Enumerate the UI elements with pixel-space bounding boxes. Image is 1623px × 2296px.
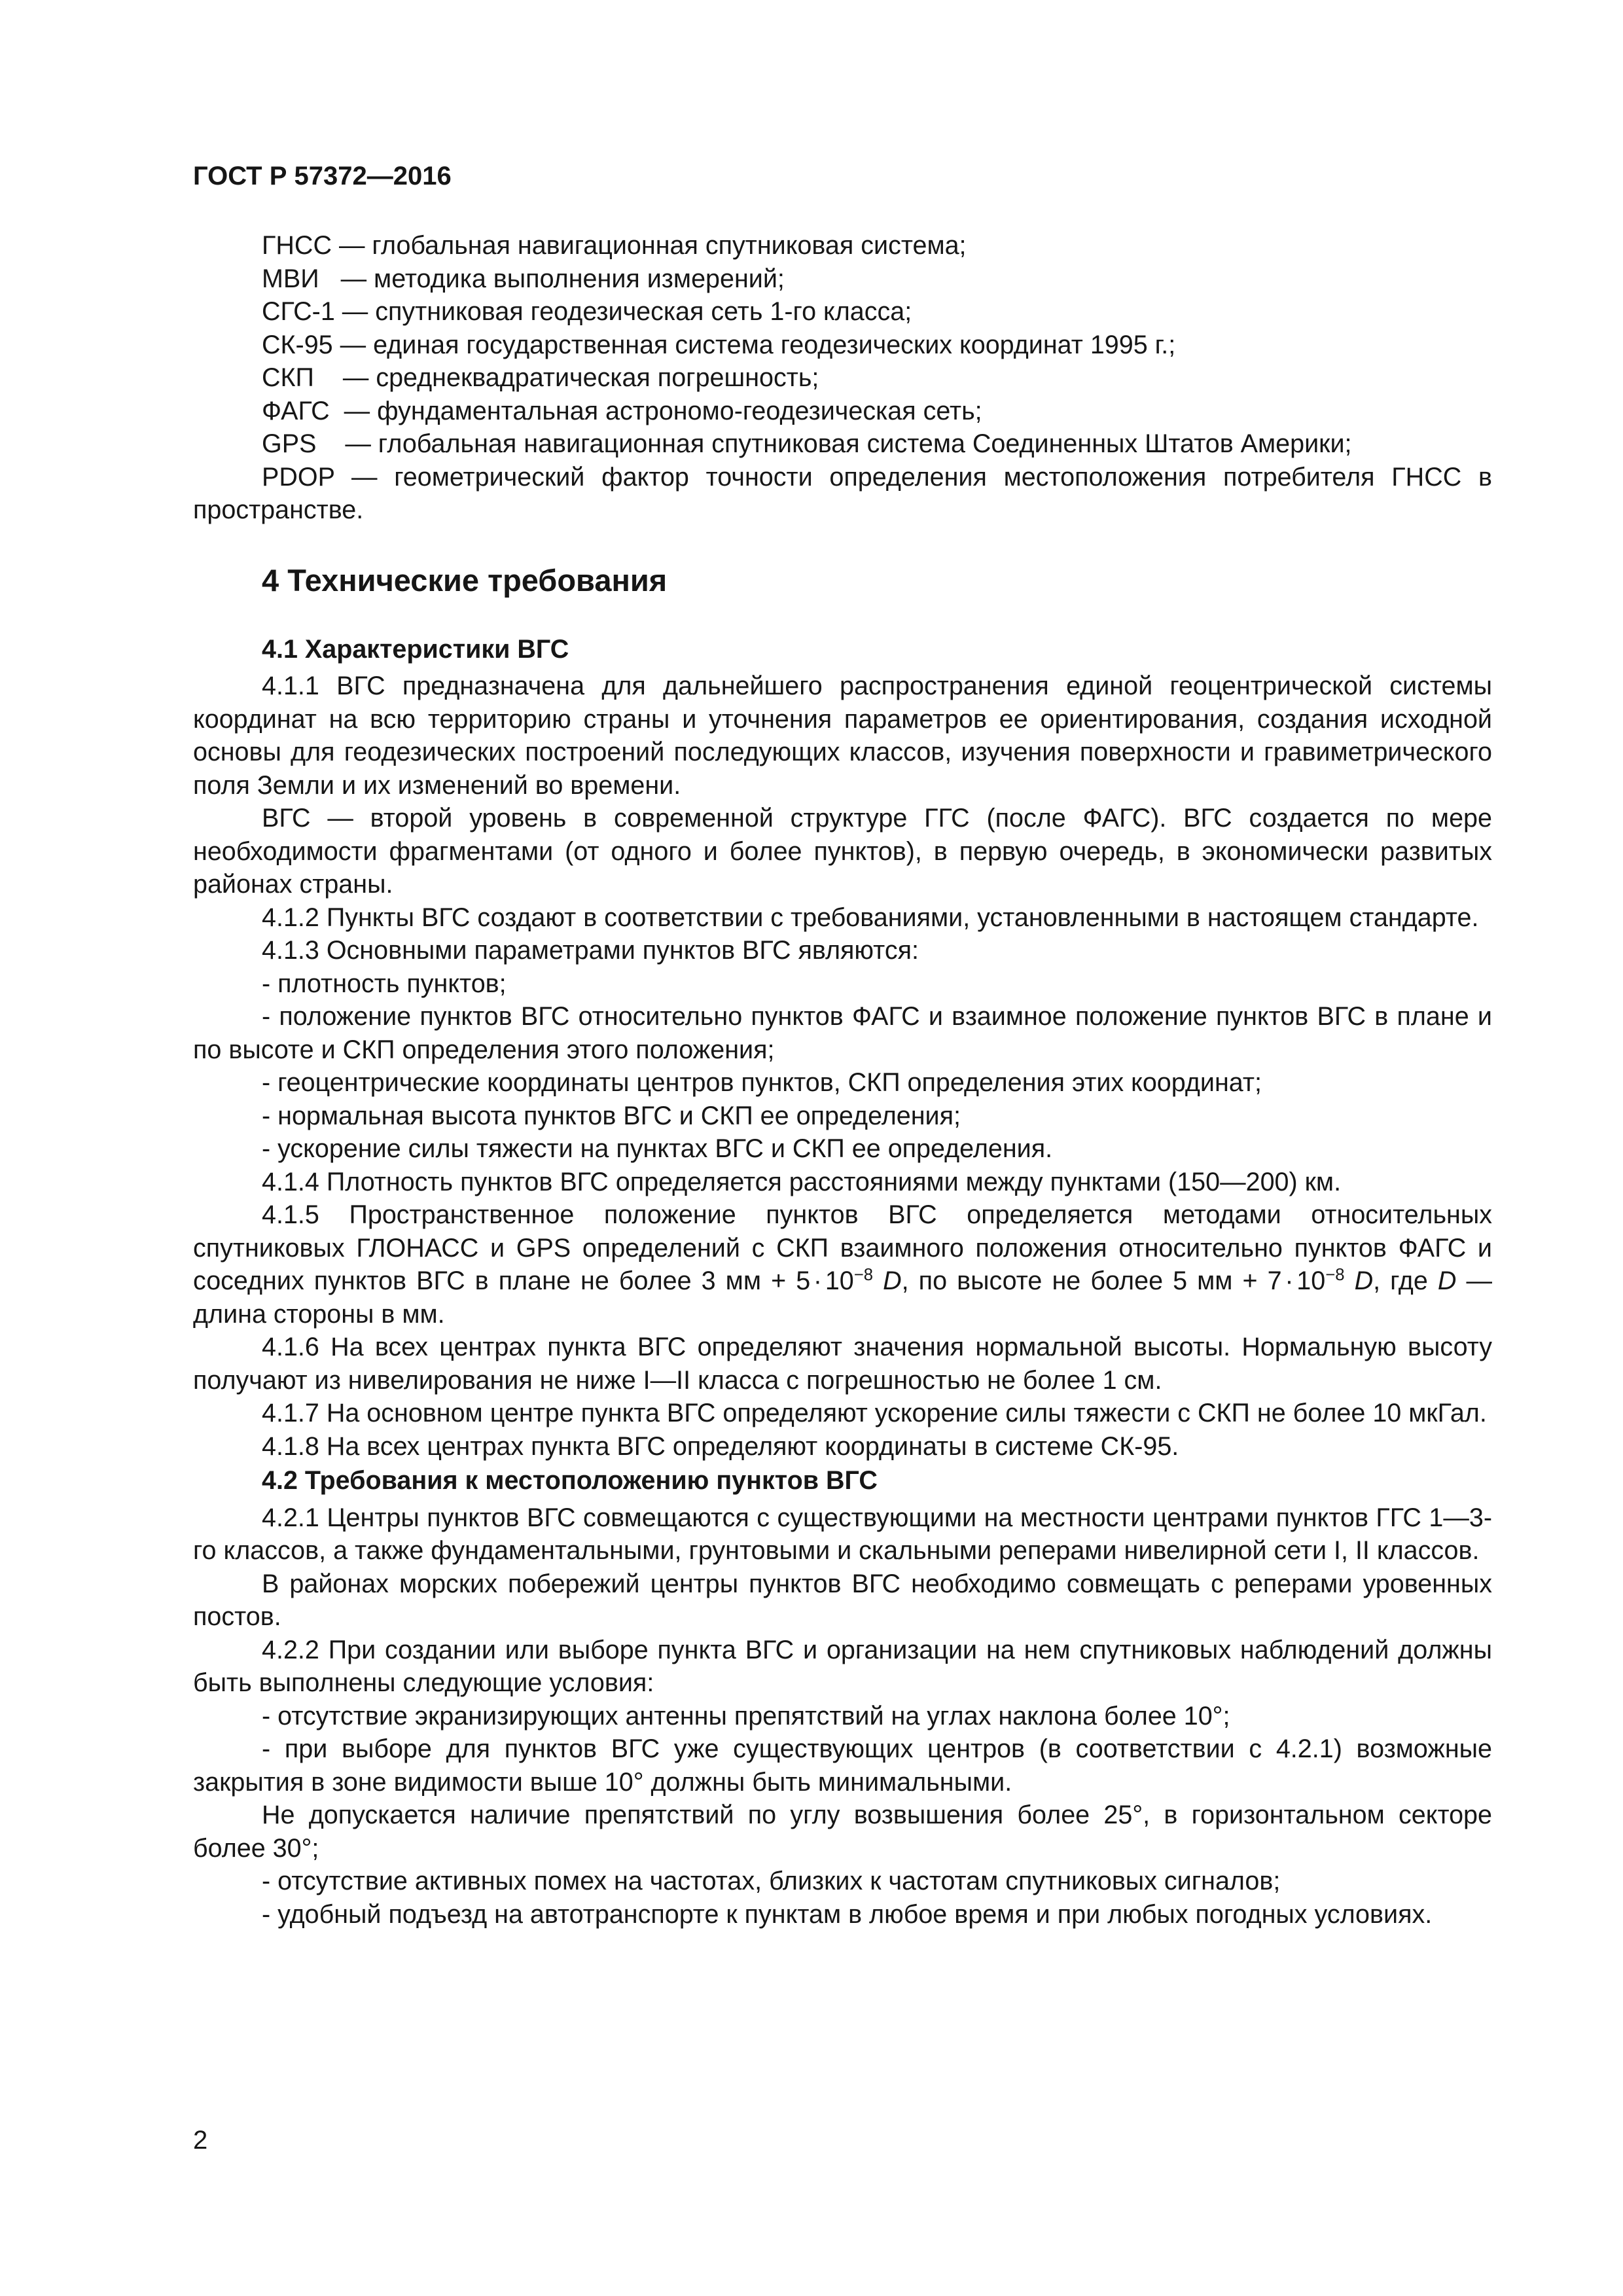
abbreviation-text: глобальная навигационная спутниковая система; [372, 231, 967, 260]
paragraph-4-1-5: 4.1.5 Пространственное положение пунктов ВГС определяется методами относительных спутниковых ГЛОНАСС и GPS определений с СКП взаимного положения относительно пунктов ФАГС и соседних пунктов ВГС в плане не более 3 мм + $5 \cdot 10^{-8}$ D, по высоте не более 5 мм + $7 \cdot 10^{-8}$ D, где D — длина стороны в мм. [193, 1200, 1492, 1329]
paragraph-text: , где [1373, 1266, 1438, 1295]
abbreviation-pdop: PDOP — геометрический фактор точности определения местоположения потребителя ГНСС в пространстве. [193, 462, 1492, 524]
abbreviation-term: GPS [262, 429, 317, 458]
list-item: - отсутствие активных помех на частотах, близких к частотам спутниковых сигналов; [262, 1867, 1281, 1895]
abbreviation-item [193, 295, 1492, 329]
paragraph-text: — длина стороны в мм. [193, 1266, 1492, 1329]
formula-variable: D [1437, 1266, 1457, 1295]
paragraph-text: , по высоте не более 5 мм + 7 [901, 1266, 1282, 1295]
abbreviation-separator: — [313, 363, 376, 392]
abbreviation-separator: — [332, 330, 374, 359]
abbreviation-term: СГС-1 [262, 297, 335, 326]
paragraph-4-1-6: 4.1.6 На всех центрах пункта ВГС определяют значения нормальной высоты. Нормальную высоту получают из нивелирования не ниже I—II класса с погрешностью не более 1 см. [193, 1333, 1492, 1395]
abbreviation-item [193, 262, 1492, 296]
list-item: - положение пунктов ВГС относительно пунктов ФАГС и взаимное положение пунктов ВГС в плане и по высоте и СКП определения этого положения; [193, 1002, 1492, 1064]
abbreviation-text: единая государственная система геодезических координат 1995 г.; [373, 330, 1176, 359]
abbreviation-item [193, 229, 1492, 262]
abbreviation-separator: — [319, 264, 374, 293]
abbreviation-term: ФАГС [262, 396, 330, 425]
list-item: - плотность пунктов; [262, 969, 507, 998]
subsection-heading: 4.2 Требования к местоположению пунктов ВГС [262, 1466, 878, 1495]
paragraph-4-2-1-b: В районах морских побережий центры пунктов ВГС необходимо совмещать с реперами уровенных постов. [193, 1569, 1492, 1631]
abbreviation-separator: — [331, 231, 372, 260]
paragraph-4-2-1: 4.2.1 Центры пунктов ВГС совмещаются с существующими на местности центрами пунктов ГГС 1—3-го классов, а также фундаментальными, грунтовыми и скальными реперами нивелирной сети I, II классов. [193, 1503, 1492, 1565]
list-item: - нормальная высота пунктов ВГС и СКП ее определения; [262, 1101, 961, 1130]
abbreviation-separator: — [334, 297, 376, 326]
abbreviation-item [193, 395, 1492, 428]
paragraph-4-1-7: 4.1.7 На основном центре пункта ВГС определяют ускорение силы тяжести с СКП не более 10 мкГал. [262, 1399, 1487, 1427]
formula-base: 10 [1296, 1266, 1326, 1295]
abbreviation-text: спутниковая геодезическая сеть 1-го класса; [375, 297, 912, 326]
abbreviation-item [193, 427, 1492, 461]
page-number: 2 [193, 2126, 208, 2155]
subsection-heading: 4.1 Характеристики ВГС [262, 634, 569, 664]
abbreviation-term: ГНСС [262, 231, 332, 260]
section-heading: 4 Технические требования [262, 562, 668, 598]
formula-exponent: −8 [853, 1265, 874, 1284]
paragraph-4-1-8: 4.1.8 На всех центрах пункта ВГС определяют координаты в системе СК-95. [262, 1431, 1179, 1461]
paragraph-4-2-2-b: Не допускается наличие препятствий по углу возвышения более 25°, в горизонтальном секторе более 30°; [193, 1801, 1492, 1863]
abbreviation-separator: — [329, 396, 378, 425]
list-item: - отсутствие экранизирующих антенны препятствий на углах наклона более 10°; [262, 1701, 1230, 1731]
abbreviation-text: среднеквадратическая погрешность; [376, 363, 819, 392]
paragraph-text: 4.1.5 Пространственное положение пунктов ВГС определяется методами относительных спутниковых ГЛОНАСС и GPS определений с СКП взаимного положения относительно пунктов ФАГС и соседних пунктов ВГС в плане не более 3 мм + 5 [193, 1200, 1492, 1295]
paragraph-4-1-1-b: ВГС — второй уровень в современной структуре ГГС (после ФАГС). ВГС создается по мере необходимости фрагментами (от одного и более пунктов), в первую очередь, в экономически развитых районах страны. [193, 804, 1492, 899]
abbreviation-text: методика выполнения измерений; [374, 264, 785, 293]
abbreviation-term: СКП [262, 363, 314, 392]
abbreviation-term: МВИ [262, 264, 319, 293]
document-body [193, 229, 1492, 1931]
abbreviation-item [193, 361, 1492, 395]
abbreviation-text: глобальная навигационная спутниковая система Соединенных Штатов Америки; [378, 429, 1352, 458]
abbreviation-text: фундаментальная астрономо-геодезическая сеть; [377, 396, 982, 425]
list-item: - геоцентрические координаты центров пунктов, СКП определения этих координат; [262, 1068, 1262, 1097]
abbreviation-separator: — [316, 429, 378, 458]
formula-base: 10 [825, 1266, 854, 1295]
list-item: - при выборе для пунктов ВГС уже существующих центров (в соответствии с 4.2.1) возможные закрытия в зоне видимости выше 10° должны быть минимальными. [193, 1734, 1492, 1797]
list-item: - ускорение силы тяжести на пунктах ВГС и СКП ее определения. [262, 1134, 1053, 1163]
paragraph-4-1-2: 4.1.2 Пункты ВГС создают в соответствии с требованиями, установленными в настоящем стандарте. [262, 903, 1479, 932]
abbreviation-term: СК-95 [262, 330, 333, 359]
abbreviation-item [193, 329, 1492, 362]
paragraph-4-1-1: 4.1.1 ВГС предназначена для дальнейшего распространения единой геоцентрической системы координат на всю территорию страны и уточнения параметров ее ориентирования, создания исходной основы для геодезических построений последующих классов, изучения поверхности и гравиметрического поля Земли и их изменений во времени. [193, 672, 1492, 800]
formula-exponent: −8 [1325, 1265, 1345, 1284]
document-header: ГОСТ Р 57372—2016 [193, 162, 452, 190]
paragraph-4-1-3: 4.1.3 Основными параметрами пунктов ВГС являются: [262, 936, 919, 965]
formula-variable: D [1354, 1266, 1374, 1295]
paragraph-4-2-2: 4.2.2 При создании или выборе пункта ВГС и организации на нем спутниковых наблюдений должны быть выполнены следующие условия: [193, 1635, 1492, 1697]
list-item: - удобный подъезд на автотранспорте к пунктам в любое время и при любых погодных условиях. [262, 1899, 1433, 1929]
formula-variable: D [883, 1266, 902, 1295]
paragraph-4-1-4: 4.1.4 Плотность пунктов ВГС определяется расстояниями между пунктами (150—200) км. [262, 1167, 1342, 1196]
